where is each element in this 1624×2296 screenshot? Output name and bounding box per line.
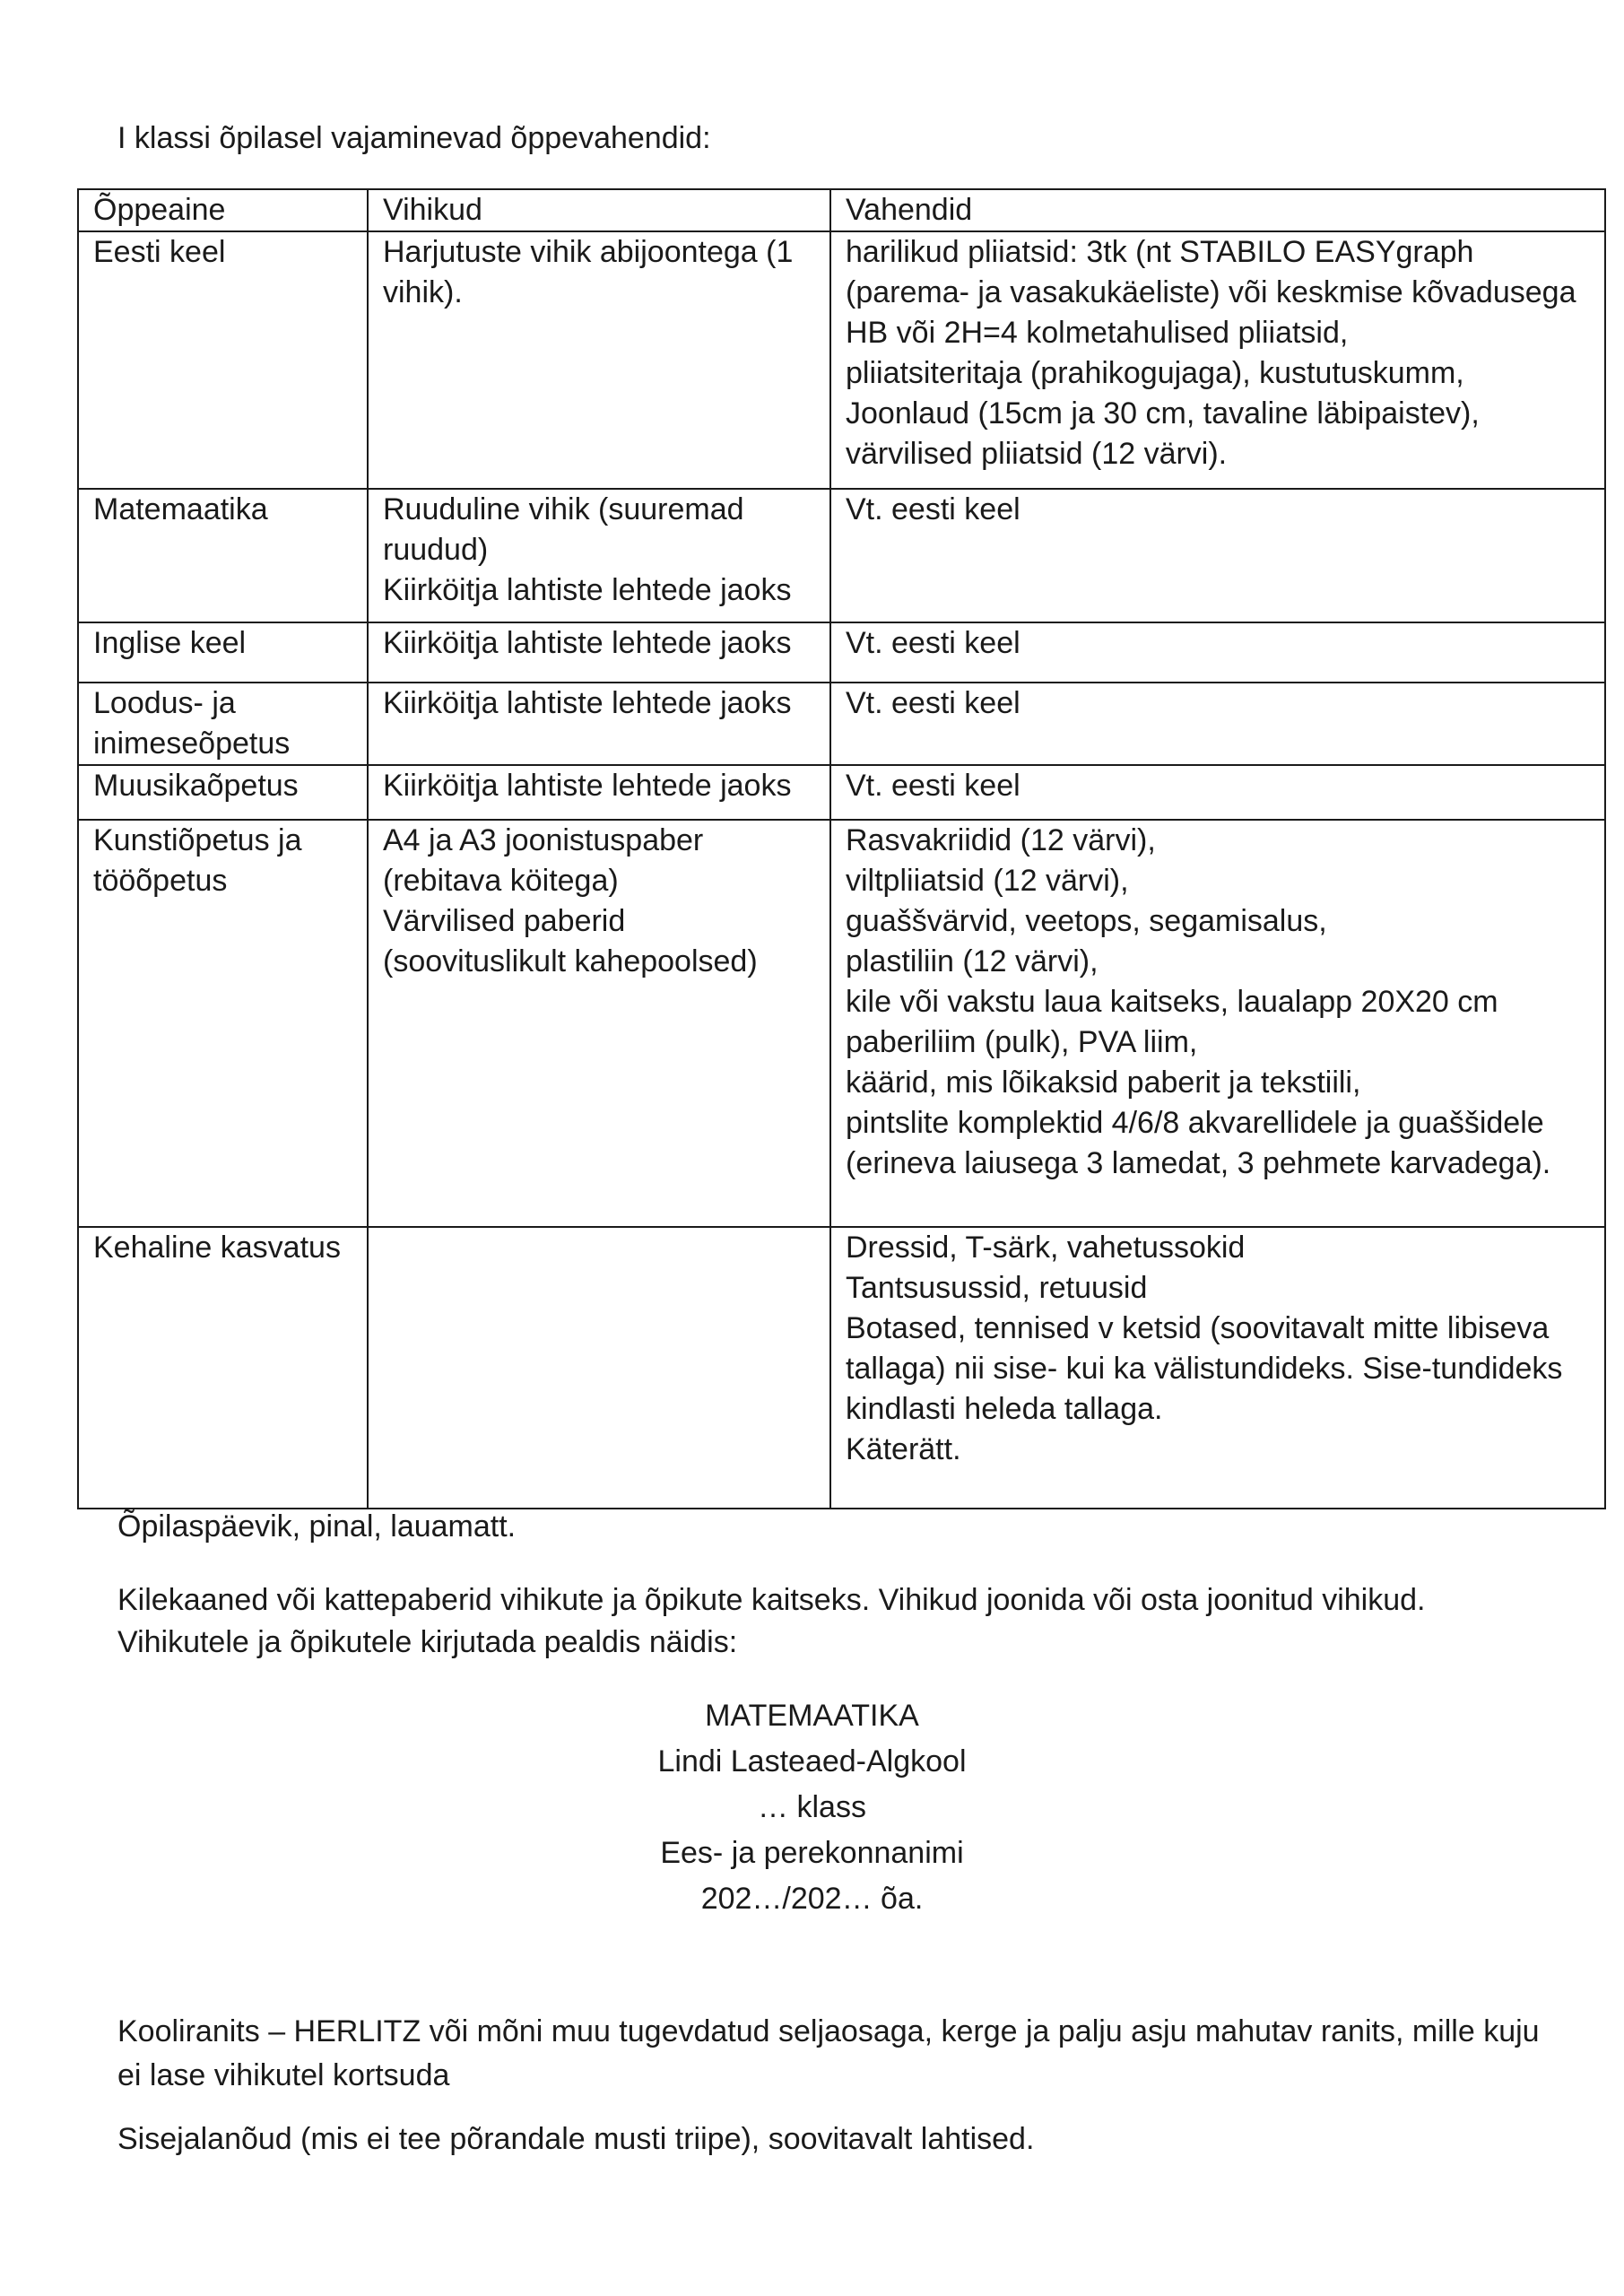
table-row [78,683,1605,765]
table-header-row [78,189,1605,231]
label-line: Ees- ja perekonnanimi [660,1836,964,1870]
label-line: MATEMAATIKA [705,1699,919,1733]
notebooks-cell: Harjutuste vihik abijoontega (1 vihik). [368,231,830,489]
table-row [78,765,1605,820]
table-row [78,820,1605,1227]
supplies-cell: Rasvakriidid (12 värvi), viltpliiatsid (12 värvi), guaššvärvid, veetops, segamisalus, plastiliin (12 värvi), kile või vakstu laua kaitseks, laualapp 20X20 cm paberiliim (pulk), PVA liim, käärid, mis lõikaksid paberit ja tekstiili, pintslite komplektid 4/6/8 akvarellidele ja guaššidele (erineva laiusega 3 lamedat, 3 pehmete karvadega). [830,820,1605,1227]
table-row [78,489,1605,622]
notebooks-cell: Kiirköitja lahtiste lehtede jaoks [368,622,830,683]
note-covers: Kilekaaned või kattepaberid vihikute ja õpikute kaitseks. Vihikud joonida või osta joonitud vihikud. Vihikutele ja õpikutele kirjutada pealdis näidis: [117,1583,1426,1659]
label-example [0,1693,1624,1922]
label-line: … klass [758,1790,866,1824]
subject-cell: Loodus- ja inimeseõpetus [78,683,368,765]
label-line: Lindi Lasteaed-Algkool [657,1744,967,1779]
notebooks-cell: Kiirköitja lahtiste lehtede jaoks [368,765,830,820]
note-diary-pencilcase: Õpilaspäevik, pinal, lauamatt. [117,1509,517,1544]
subject-cell: Eesti keel [78,231,368,489]
notebooks-cell: A4 ja A3 joonistuspaber (rebitava köitega) Värvilised paberid (soovituslikult kahepoolsed) [368,820,830,1227]
notebooks-cell [368,1227,830,1509]
supplies-table [77,188,1606,1509]
table-row [78,1227,1605,1509]
header-notebooks: Vihikud [368,189,830,231]
supplies-cell: Dressid, T-särk, vahetussokid Tantsusussid, retuusid Botased, tennised v ketsid (soovitavalt mitte libiseva tallaga) nii sise- kui ka välistundideks. Sise-tundideks kindlasti heleda tallaga. Käterätt. [830,1227,1605,1509]
supplies-cell: Vt. eesti keel [830,489,1605,622]
notebooks-cell: Ruuduline vihik (suuremad ruudud) Kiirköitja lahtiste lehtede jaoks [368,489,830,622]
notebooks-cell: Kiirköitja lahtiste lehtede jaoks [368,683,830,765]
supplies-cell: Vt. eesti keel [830,683,1605,765]
note-indoor-shoes: Sisejalanõud (mis ei tee põrandale musti triipe), soovitavalt lahtised. [117,2122,1035,2156]
header-supplies: Vahendid [830,189,1605,231]
subject-cell: Inglise keel [78,622,368,683]
supplies-cell: Vt. eesti keel [830,622,1605,683]
label-line: 202…/202… õa. [700,1882,924,1916]
subject-cell: Muusikaõpetus [78,765,368,820]
note-backpack: Kooliranits – HERLITZ või mõni muu tugevdatud seljaosaga, kerge ja palju asju mahutav ranits, mille kuju ei lase vihikutel kortsuda [117,2014,1540,2092]
table-row [78,622,1605,683]
header-subject: Õppeaine [78,189,368,231]
supplies-cell: Vt. eesti keel [830,765,1605,820]
table-row [78,231,1605,489]
subject-cell: Kehaline kasvatus [78,1227,368,1509]
supplies-cell: harilikud pliiatsid: 3tk (nt STABILO EASYgraph (parema- ja vasakukäeliste) või keskmise kõvadusega HB või 2H=4 kolmetahulised pliiatsid, pliiatsiteritaja (prahikogujaga), kustutuskumm, Joonlaud (15cm ja 30 cm, tavaline läbipaistev), värvilised pliiatsid (12 värvi). [830,231,1605,489]
subject-cell: Matemaatika [78,489,368,622]
document-title: I klassi õpilasel vajaminevad õppevahendid: [117,121,711,155]
subject-cell: Kunstiõpetus ja tööõpetus [78,820,368,1227]
